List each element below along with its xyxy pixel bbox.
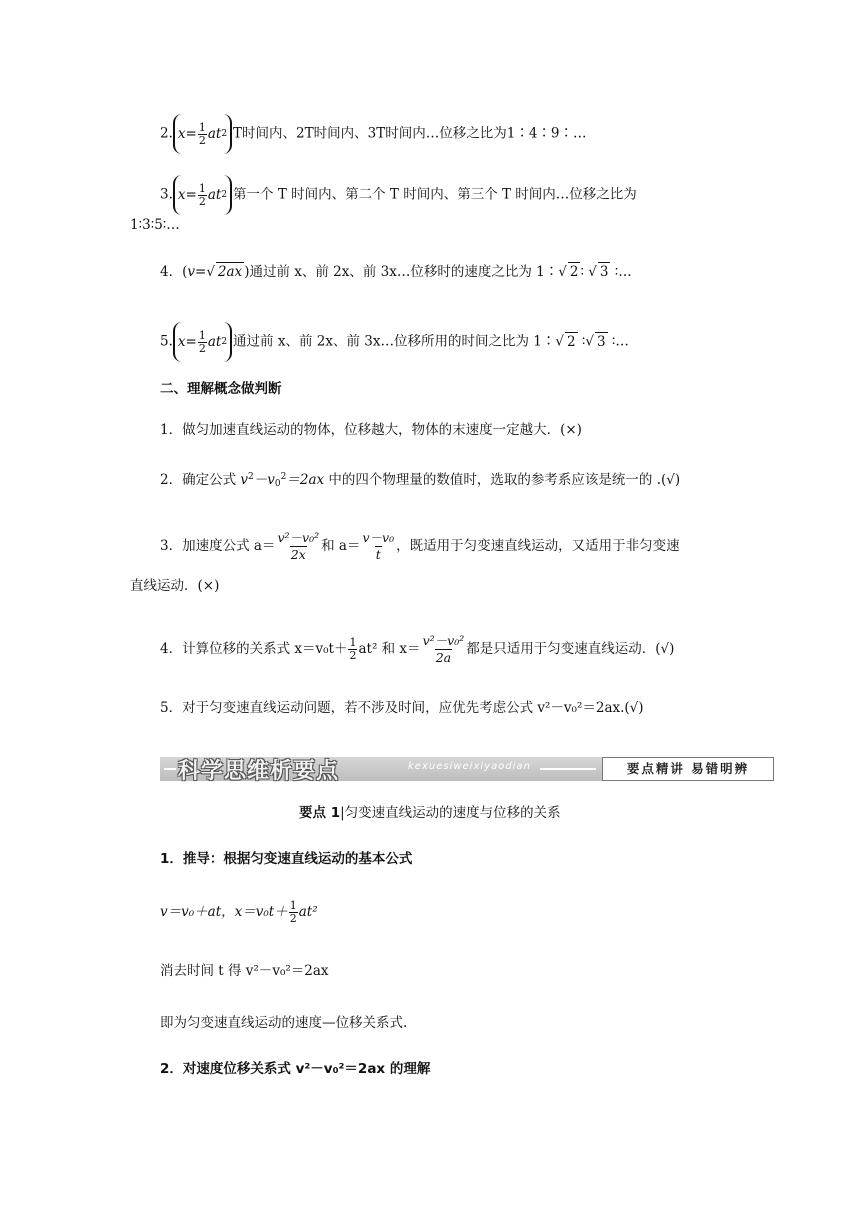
judgment-4: 4．计算位移的关系式 x＝v₀t＋ $\frac{1}{2}$ at² 和 x＝ $\frac{\text{v²－v₀²}}{2a}$ 都是只适用于匀变速直线运动．(√): [160, 633, 675, 665]
section-heading: 二、理解概念做判断: [160, 381, 282, 397]
property-5: 5. x = $\frac{1}{2}$ at 2 通过前 x、前 2x、前 3x…位移所用的时间之比为 1∶√ 2 ∶√ 3 ∶…: [160, 322, 629, 362]
fraction: $\frac{1}{2}$: [349, 636, 357, 662]
formula-bracket: x = $\frac{1}{2}$ at 2: [173, 175, 232, 215]
banner-decoration: [540, 768, 596, 770]
fraction: $\frac{1}{2}$: [289, 899, 297, 925]
understanding-heading: 2．对速度位移关系式 v²－v₀²＝2ax 的理解: [160, 1061, 431, 1077]
fraction: $\frac{\text{v²－v₀²}}{2a}$: [422, 633, 465, 665]
judgment-1: 1．做匀加速直线运动的物体，位移越大，物体的末速度一定越大．(×): [160, 422, 582, 438]
basic-equations: v＝v₀＋at，x＝v₀t＋ $\frac{1}{2}$ at²: [160, 899, 318, 925]
point-title: 要点 1|匀变速直线运动的速度与位移的关系: [299, 805, 561, 821]
banner-decoration: [164, 768, 176, 770]
banner-tagline: 要点精讲 易错明辨: [602, 757, 774, 781]
banner-title: 科学思维析要点: [178, 759, 340, 784]
fraction: $\frac{\text{v－v₀}}{t}$: [362, 530, 395, 562]
judgment-5: 5．对于匀变速直线运动问题，若不涉及时间，应优先考虑公式 v²－v₀²＝2ax.(√): [160, 700, 644, 716]
property-2: 2. x = $\frac{1}{2}$ at 2 T时间内、2T时间内、3T时间内…位移之比为1∶4∶9∶…: [160, 114, 587, 154]
fraction: $\frac{\text{v²－v₀²}}{2x}$: [277, 530, 320, 562]
derivation-heading: 1．推导：根据匀变速直线运动的基本公式: [160, 851, 413, 867]
judgment-3: 3．加速度公式 a＝ $\frac{\text{v²－v₀²}}{2x}$ 和 a＝ $\frac{\text{v－v₀}}{t}$ ，既适用于匀变速直线运动，又适用于非匀变速: [160, 530, 680, 562]
formula-bracket: x = $\frac{1}{2}$ at 2: [173, 114, 232, 154]
eliminate-time: 消去时间 t 得 v²－v₀²＝2ax: [160, 963, 329, 979]
formula-bracket: x = $\frac{1}{2}$ at 2: [173, 322, 232, 362]
property-3: 3. x = $\frac{1}{2}$ at 2 第一个 T 时间内、第二个 T 时间内、第三个 T 时间内…位移之比为: [160, 175, 637, 215]
section-banner: [160, 757, 774, 784]
relation-meaning: 即为匀变速直线运动的速度—位移关系式.: [160, 1015, 408, 1031]
banner-pinyin: kexuesiweixiyaodian: [408, 761, 531, 772]
judgment-3-cont: 直线运动．(×): [130, 578, 220, 594]
property-4: 4．(v=√ 2ax )通过前 x、前 2x、前 3x…位移时的速度之比为 1∶√ 2 ∶ √ 3 ∶…: [160, 264, 632, 280]
judgment-2: 2．确定公式 $v^2-v_0^2=2ax$ 中的四个物理量的数值时，选取的参考系应该是统一的 .(√): [160, 472, 681, 489]
property-3-cont: 1∶3∶5∶…: [130, 217, 180, 233]
